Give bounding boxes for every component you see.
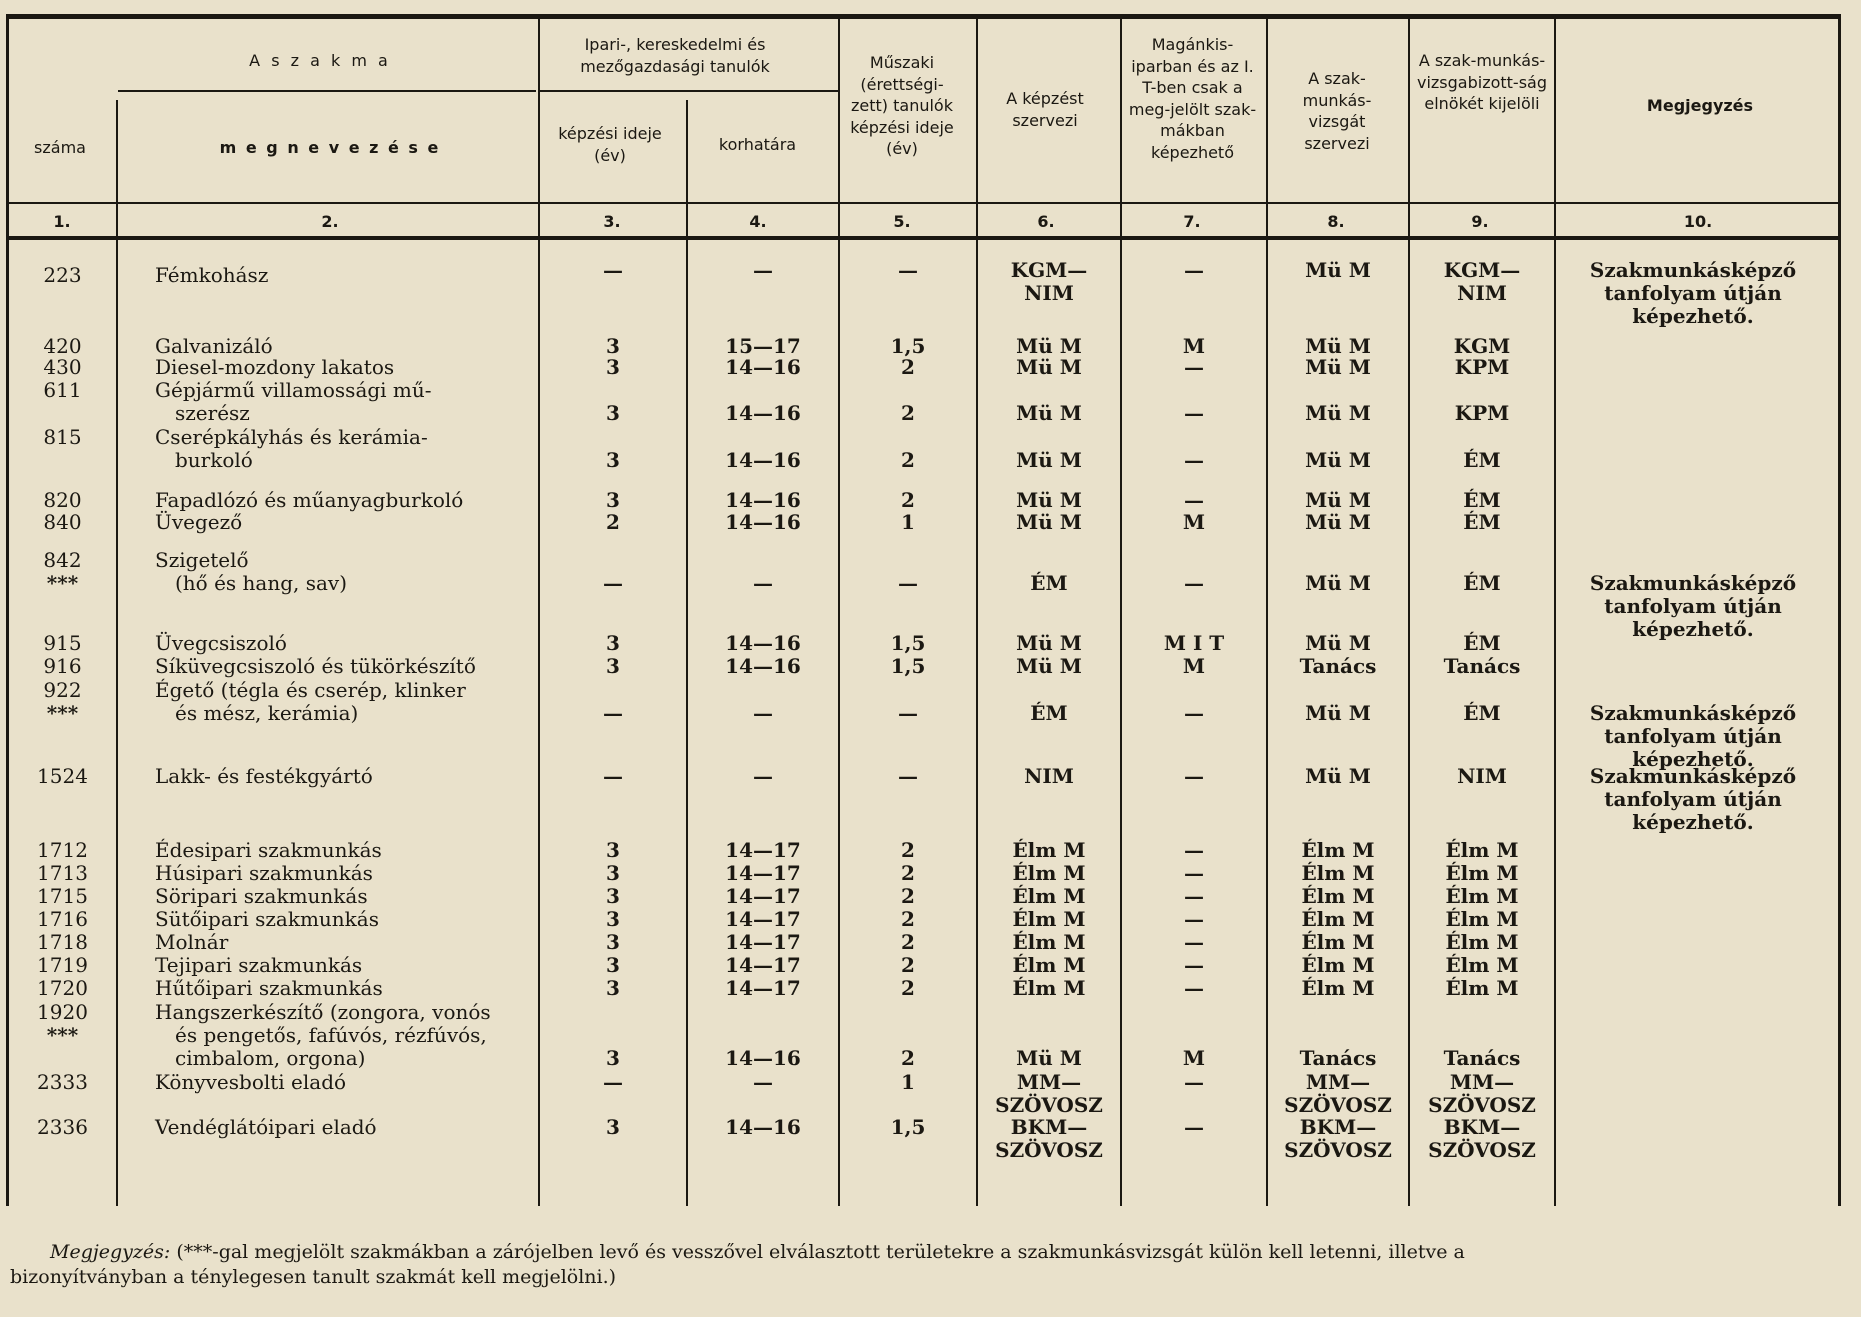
cell-elnoket-kijeloli: ÉM <box>1463 488 1501 512</box>
column-number: 8. <box>1327 212 1345 231</box>
header-elnoket-kijeloli: A szak-munkás-vizsgabizott-ság elnökét kijelöli <box>1416 51 1547 114</box>
row-name: Hangszerkészítő (zongora, vonós <box>155 1000 491 1024</box>
cell-kepzes-szervezi: Élm M <box>1012 861 1086 885</box>
cell-elnoket-kijeloli: Élm M <box>1445 907 1519 931</box>
cell-kepzesi-ideje: — <box>603 258 623 282</box>
cell-magankisipar: M <box>1182 334 1206 358</box>
row-number: 1719 <box>37 953 88 977</box>
cell-kepzesi-ideje: — <box>603 1070 623 1094</box>
cell-kepzes-szervezi: Mü M <box>1016 448 1082 472</box>
column-number: 7. <box>1183 212 1201 231</box>
row-name: Üvegező <box>155 510 243 534</box>
header-ipari: Ipari-, kereskedelmi és mezőgazdasági tanulók <box>580 35 770 76</box>
cell-elnoket-kijeloli: ÉM <box>1463 631 1501 655</box>
cell-megjegyzes: tanfolyam útján <box>1604 594 1782 618</box>
cell-vizsgat-szervezi: Tanács <box>1299 654 1377 678</box>
vrule-left <box>6 14 9 1206</box>
cell-magankisipar: M <box>1182 1046 1206 1070</box>
row-number: 1920 <box>37 1000 88 1024</box>
cell-muszaki: 2 <box>901 1046 915 1070</box>
cell-muszaki: 1,5 <box>890 631 926 655</box>
row-name: Diesel-mozdony lakatos <box>155 355 395 379</box>
cell-kepzesi-ideje: 3 <box>606 861 620 885</box>
cell-muszaki: 2 <box>901 401 915 425</box>
footnote <box>10 1240 1840 1289</box>
cell-magankisipar: — <box>1184 258 1204 282</box>
header-szama: száma <box>34 138 86 157</box>
cell-korhatara: 14—16 <box>725 1046 801 1070</box>
cell-kepzesi-ideje: 3 <box>606 631 620 655</box>
cell-korhatara: — <box>753 764 773 788</box>
vrule-8 <box>1408 14 1410 1206</box>
cell-muszaki: 1,5 <box>890 654 926 678</box>
cell-magankisipar: — <box>1184 401 1204 425</box>
cell-elnoket-kijeloli: BKM— <box>1443 1115 1521 1139</box>
row-name: Sütőipari szakmunkás <box>155 907 379 931</box>
cell-magankisipar: — <box>1184 1070 1204 1094</box>
row-name: Égető (tégla és cserép, klinker <box>155 678 466 702</box>
row-name: és mész, kerámia) <box>175 701 359 725</box>
cell-muszaki: 2 <box>901 884 915 908</box>
row-number: 223 <box>43 263 82 287</box>
cell-kepzes-szervezi: Mü M <box>1016 631 1082 655</box>
cell-muszaki: 2 <box>901 907 915 931</box>
row-name: Cserépkályhás és kerámia- <box>155 425 428 449</box>
cell-megjegyzes: képezhető. <box>1632 747 1754 771</box>
header-rule-szakma <box>118 90 536 92</box>
cell-muszaki: 2 <box>901 355 915 379</box>
row-number: 1716 <box>37 907 88 931</box>
cell-elnoket-kijeloli: KPM <box>1454 401 1510 425</box>
cell-elnoket-kijeloli: ÉM <box>1463 448 1501 472</box>
cell-muszaki: 2 <box>901 488 915 512</box>
cell-elnoket-kijeloli: Élm M <box>1445 930 1519 954</box>
cell-magankisipar: — <box>1184 448 1204 472</box>
cell-vizsgat-szervezi: Élm M <box>1301 861 1375 885</box>
cell-megjegyzes: képezhető. <box>1632 810 1754 834</box>
cell-muszaki: — <box>898 571 918 595</box>
cell-kepzes-szervezi: Mü M <box>1016 488 1082 512</box>
cell-megjegyzes: tanfolyam útján <box>1604 724 1782 748</box>
cell-magankisipar: M <box>1182 510 1206 534</box>
cell-kepzes-szervezi: ÉM <box>1030 701 1068 725</box>
cell-megjegyzes: Szakmunkásképző <box>1589 571 1797 595</box>
row-number: 922 <box>43 678 82 702</box>
cell-vizsgat-szervezi: Élm M <box>1301 907 1375 931</box>
cell-vizsgat-szervezi: Mü M <box>1305 631 1371 655</box>
row-number: 2336 <box>37 1115 88 1139</box>
cell-korhatara: 14—16 <box>725 448 801 472</box>
cell-vizsgat-szervezi: Élm M <box>1301 838 1375 862</box>
cell-vizsgat-szervezi: Mü M <box>1305 258 1371 282</box>
cell-megjegyzes: Szakmunkásképző <box>1589 258 1797 282</box>
cell-vizsgat-szervezi: Mü M <box>1305 401 1371 425</box>
cell-korhatara: 14—17 <box>725 907 801 931</box>
cell-kepzesi-ideje: 3 <box>606 884 620 908</box>
column-number: 2. <box>321 212 339 231</box>
cell-kepzes-szervezi: Élm M <box>1012 884 1086 908</box>
cell-vizsgat-szervezi: Mü M <box>1305 764 1371 788</box>
cell-kepzesi-ideje: 3 <box>606 930 620 954</box>
column-number: 4. <box>749 212 767 231</box>
cell-elnoket-kijeloli: Élm M <box>1445 861 1519 885</box>
cell-magankisipar: — <box>1184 838 1204 862</box>
cell-kepzesi-ideje: 3 <box>606 1115 620 1139</box>
cell-kepzes-szervezi: NIM <box>1024 764 1074 788</box>
cell-magankisipar: M <box>1182 654 1206 678</box>
cell-elnoket-kijeloli: SZÖVOSZ <box>1428 1138 1536 1162</box>
row-mark: *** <box>46 571 79 595</box>
cell-kepzes-szervezi: KGM— <box>1010 258 1088 282</box>
column-number: 3. <box>603 212 621 231</box>
header-korhatara: korhatára <box>718 135 797 154</box>
cell-korhatara: 14—17 <box>725 953 801 977</box>
cell-muszaki: 1,5 <box>890 334 926 358</box>
cell-korhatara: 14—16 <box>725 488 801 512</box>
cell-vizsgat-szervezi: SZÖVOSZ <box>1284 1093 1392 1117</box>
cell-korhatara: — <box>753 258 773 282</box>
cell-magankisipar: — <box>1184 907 1204 931</box>
cell-vizsgat-szervezi: MM— <box>1305 1070 1371 1094</box>
row-number: 815 <box>43 425 82 449</box>
row-mark: *** <box>46 701 79 725</box>
cell-elnoket-kijeloli: Tanács <box>1443 654 1521 678</box>
cell-korhatara: 14—16 <box>725 1115 801 1139</box>
cell-korhatara: — <box>753 701 773 725</box>
header-vizsgat-szervezi: A szak-munkás-vizsgát szervezi <box>1302 69 1372 153</box>
cell-elnoket-kijeloli: Élm M <box>1445 884 1519 908</box>
cell-kepzes-szervezi: Élm M <box>1012 976 1086 1000</box>
cell-kepzesi-ideje: — <box>603 764 623 788</box>
cell-kepzesi-ideje: 3 <box>606 907 620 931</box>
header-rule-ipari <box>540 90 838 92</box>
row-name: Galvanizáló <box>155 334 273 358</box>
row-number: 420 <box>43 334 82 358</box>
row-number: 2333 <box>37 1070 88 1094</box>
header-magankisipar: Magánkis-iparban és az I. T-ben csak a meg-jelölt szak-mákban képezhető <box>1128 35 1257 162</box>
cell-kepzes-szervezi: Mü M <box>1016 1046 1082 1070</box>
cell-vizsgat-szervezi: Mü M <box>1305 488 1371 512</box>
cell-magankisipar: — <box>1184 930 1204 954</box>
cell-elnoket-kijeloli: Élm M <box>1445 838 1519 862</box>
cell-elnoket-kijeloli: Élm M <box>1445 953 1519 977</box>
cell-muszaki: 2 <box>901 448 915 472</box>
cell-elnoket-kijeloli: ÉM <box>1463 571 1501 595</box>
cell-muszaki: — <box>898 258 918 282</box>
cell-vizsgat-szervezi: Mü M <box>1305 510 1371 534</box>
cell-elnoket-kijeloli: Élm M <box>1445 976 1519 1000</box>
cell-kepzes-szervezi: BKM— <box>1010 1115 1088 1139</box>
cell-kepzes-szervezi: NIM <box>1024 281 1074 305</box>
cell-vizsgat-szervezi: SZÖVOSZ <box>1284 1138 1392 1162</box>
row-name: szerész <box>175 401 250 425</box>
cell-kepzesi-ideje: — <box>603 701 623 725</box>
header-muszaki: Műszaki (érettségi-zett) tanulók képzési ideje (év) <box>850 53 954 159</box>
cell-kepzesi-ideje: 3 <box>606 334 620 358</box>
row-name: (hő és hang, sav) <box>175 571 348 595</box>
cell-muszaki: 1 <box>901 510 915 534</box>
cell-korhatara: — <box>753 571 773 595</box>
row-name: és pengetős, fafúvós, rézfúvós, <box>175 1023 487 1047</box>
cell-kepzesi-ideje: 3 <box>606 355 620 379</box>
row-name: Fapadlózó és műanyagburkoló <box>155 488 464 512</box>
row-name: Tejipari szakmunkás <box>155 953 363 977</box>
cell-kepzes-szervezi: Mü M <box>1016 401 1082 425</box>
cell-kepzes-szervezi: SZÖVOSZ <box>995 1093 1103 1117</box>
cell-korhatara: 14—16 <box>725 654 801 678</box>
row-name: Söripari szakmunkás <box>155 884 368 908</box>
cell-kepzes-szervezi: Élm M <box>1012 838 1086 862</box>
cell-kepzes-szervezi: SZÖVOSZ <box>995 1138 1103 1162</box>
row-number: 842 <box>43 548 82 572</box>
cell-kepzes-szervezi: Mü M <box>1016 510 1082 534</box>
cell-magankisipar: — <box>1184 1115 1204 1139</box>
cell-kepzesi-ideje: 3 <box>606 838 620 862</box>
cell-vizsgat-szervezi: Mü M <box>1305 334 1371 358</box>
column-number: 1. <box>53 212 71 231</box>
cell-elnoket-kijeloli: MM— <box>1449 1070 1515 1094</box>
row-name: cimbalom, orgona) <box>175 1046 366 1070</box>
header-rule-bottom <box>6 236 1840 240</box>
vrule-1 <box>116 100 118 1206</box>
cell-kepzesi-ideje: 3 <box>606 1046 620 1070</box>
row-number: 1715 <box>37 884 88 908</box>
cell-korhatara: 14—16 <box>725 631 801 655</box>
cell-korhatara: 14—17 <box>725 861 801 885</box>
cell-megjegyzes: Szakmunkásképző <box>1589 764 1797 788</box>
row-name: Molnár <box>155 930 229 954</box>
cell-kepzesi-ideje: 2 <box>606 510 620 534</box>
cell-korhatara: 14—16 <box>725 510 801 534</box>
cell-megjegyzes: Szakmunkásképző <box>1589 701 1797 725</box>
cell-korhatara: 14—17 <box>725 976 801 1000</box>
cell-kepzes-szervezi: ÉM <box>1030 571 1068 595</box>
cell-kepzes-szervezi: MM— <box>1016 1070 1082 1094</box>
row-number: 430 <box>43 355 82 379</box>
cell-magankisipar: — <box>1184 764 1204 788</box>
cell-vizsgat-szervezi: Élm M <box>1301 976 1375 1000</box>
cell-elnoket-kijeloli: ÉM <box>1463 701 1501 725</box>
row-name: Szigetelő <box>155 548 249 572</box>
cell-magankisipar: — <box>1184 861 1204 885</box>
row-number: 611 <box>43 378 82 402</box>
cell-magankisipar: — <box>1184 488 1204 512</box>
cell-elnoket-kijeloli: KGM— <box>1443 258 1521 282</box>
cell-kepzes-szervezi: Élm M <box>1012 953 1086 977</box>
cell-korhatara: — <box>753 1070 773 1094</box>
cell-vizsgat-szervezi: Élm M <box>1301 953 1375 977</box>
cell-elnoket-kijeloli: ÉM <box>1463 510 1501 534</box>
row-number: 915 <box>43 631 82 655</box>
vrule-6 <box>1120 14 1122 1206</box>
cell-magankisipar: — <box>1184 701 1204 725</box>
cell-korhatara: 14—17 <box>725 884 801 908</box>
cell-megjegyzes: képezhető. <box>1632 617 1754 641</box>
cell-muszaki: 2 <box>901 953 915 977</box>
cell-muszaki: 2 <box>901 976 915 1000</box>
footnote-label: Megjegyzés: <box>50 1241 171 1263</box>
cell-vizsgat-szervezi: Mü M <box>1305 701 1371 725</box>
cell-megjegyzes: képezhető. <box>1632 304 1754 328</box>
vrule-9 <box>1554 14 1556 1206</box>
cell-vizsgat-szervezi: Élm M <box>1301 930 1375 954</box>
cell-megjegyzes: tanfolyam útján <box>1604 787 1782 811</box>
vrule-4 <box>838 14 840 1206</box>
cell-elnoket-kijeloli: Tanács <box>1443 1046 1521 1070</box>
vrule-7 <box>1266 14 1268 1206</box>
cell-kepzes-szervezi: Élm M <box>1012 930 1086 954</box>
header-megjegyzes: Megjegyzés <box>1646 96 1754 115</box>
cell-elnoket-kijeloli: NIM <box>1457 281 1507 305</box>
column-number: 6. <box>1037 212 1055 231</box>
cell-kepzesi-ideje: 3 <box>606 488 620 512</box>
cell-magankisipar: — <box>1184 953 1204 977</box>
row-number: 1712 <box>37 838 88 862</box>
cell-muszaki: — <box>898 764 918 788</box>
cell-muszaki: 2 <box>901 838 915 862</box>
cell-kepzes-szervezi: Mü M <box>1016 334 1082 358</box>
cell-magankisipar: — <box>1184 976 1204 1000</box>
row-name: Édesipari szakmunkás <box>155 838 382 862</box>
row-number: 1720 <box>37 976 88 1000</box>
cell-elnoket-kijeloli: NIM <box>1457 764 1507 788</box>
cell-korhatara: 14—17 <box>725 930 801 954</box>
row-name: Lakk- és festékgyártó <box>155 764 373 788</box>
cell-muszaki: 2 <box>901 930 915 954</box>
cell-elnoket-kijeloli: SZÖVOSZ <box>1428 1093 1536 1117</box>
cell-vizsgat-szervezi: Tanács <box>1299 1046 1377 1070</box>
row-number: 1718 <box>37 930 88 954</box>
cell-kepzesi-ideje: 3 <box>606 401 620 425</box>
cell-magankisipar: — <box>1184 884 1204 908</box>
column-number: 10. <box>1683 212 1713 231</box>
header-szakma: A s z a k m a <box>249 51 391 70</box>
cell-kepzesi-ideje: 3 <box>606 976 620 1000</box>
cell-kepzes-szervezi: Élm M <box>1012 907 1086 931</box>
cell-kepzesi-ideje: — <box>603 571 623 595</box>
row-name: Üvegcsiszoló <box>155 631 287 655</box>
cell-vizsgat-szervezi: Élm M <box>1301 884 1375 908</box>
row-number: 820 <box>43 488 82 512</box>
vrule-right <box>1838 14 1841 1206</box>
row-name: Vendéglátóipari eladó <box>155 1115 377 1139</box>
row-number: 916 <box>43 654 82 678</box>
header-kepzesi-ideje: képzési ideje (év) <box>558 124 662 165</box>
row-number: 840 <box>43 510 82 534</box>
row-number: 1713 <box>37 861 88 885</box>
cell-vizsgat-szervezi: Mü M <box>1305 448 1371 472</box>
row-name: Síküvegcsiszoló és tükörkészítő <box>155 654 476 678</box>
cell-muszaki: 1,5 <box>890 1115 926 1139</box>
column-number: 9. <box>1471 212 1489 231</box>
cell-magankisipar: — <box>1184 571 1204 595</box>
cell-muszaki: — <box>898 701 918 725</box>
top-border <box>6 14 1840 19</box>
cell-kepzesi-ideje: 3 <box>606 448 620 472</box>
footnote-line1: (***-gal megjelölt szakmákban a zárójelben levő és vesszővel elválasztott területekre a szakmunkásvizsgát külön kell letenni, illetve a <box>176 1241 1465 1263</box>
vrule-5 <box>976 14 978 1206</box>
row-number: 1524 <box>37 764 88 788</box>
cell-muszaki: 2 <box>901 861 915 885</box>
cell-magankisipar: M I T <box>1163 631 1225 655</box>
row-name: burkoló <box>175 448 253 472</box>
row-name: Könyvesbolti eladó <box>155 1070 347 1094</box>
cell-magankisipar: — <box>1184 355 1204 379</box>
cell-korhatara: 14—16 <box>725 355 801 379</box>
cell-elnoket-kijeloli: KPM <box>1454 355 1510 379</box>
cell-muszaki: 1 <box>901 1070 915 1094</box>
header-rule-numbers <box>6 202 1840 204</box>
row-name: Gépjármű villamossági mű- <box>155 378 432 402</box>
cell-elnoket-kijeloli: KGM <box>1453 334 1511 358</box>
row-name: Hűtőipari szakmunkás <box>155 976 383 1000</box>
cell-kepzes-szervezi: Mü M <box>1016 355 1082 379</box>
header-megnevezese: m e g n e v e z é s e <box>219 138 441 157</box>
row-mark: *** <box>46 1023 79 1047</box>
cell-kepzesi-ideje: 3 <box>606 654 620 678</box>
cell-korhatara: 15—17 <box>725 334 801 358</box>
footnote-line2: bizonyítványban a ténylegesen tanult szakmát kell megjelölni.) <box>10 1265 617 1288</box>
vrule-2 <box>538 14 540 1206</box>
row-name: Fémkohász <box>155 263 269 287</box>
cell-kepzesi-ideje: 3 <box>606 953 620 977</box>
header-kepzes-szervezi: A képzést szervezi <box>1006 89 1084 130</box>
cell-vizsgat-szervezi: BKM— <box>1299 1115 1377 1139</box>
cell-korhatara: 14—16 <box>725 401 801 425</box>
cell-kepzes-szervezi: Mü M <box>1016 654 1082 678</box>
column-number: 5. <box>893 212 911 231</box>
cell-vizsgat-szervezi: Mü M <box>1305 571 1371 595</box>
cell-korhatara: 14—17 <box>725 838 801 862</box>
cell-megjegyzes: tanfolyam útján <box>1604 281 1782 305</box>
cell-vizsgat-szervezi: Mü M <box>1305 355 1371 379</box>
row-name: Húsipari szakmunkás <box>155 861 373 885</box>
